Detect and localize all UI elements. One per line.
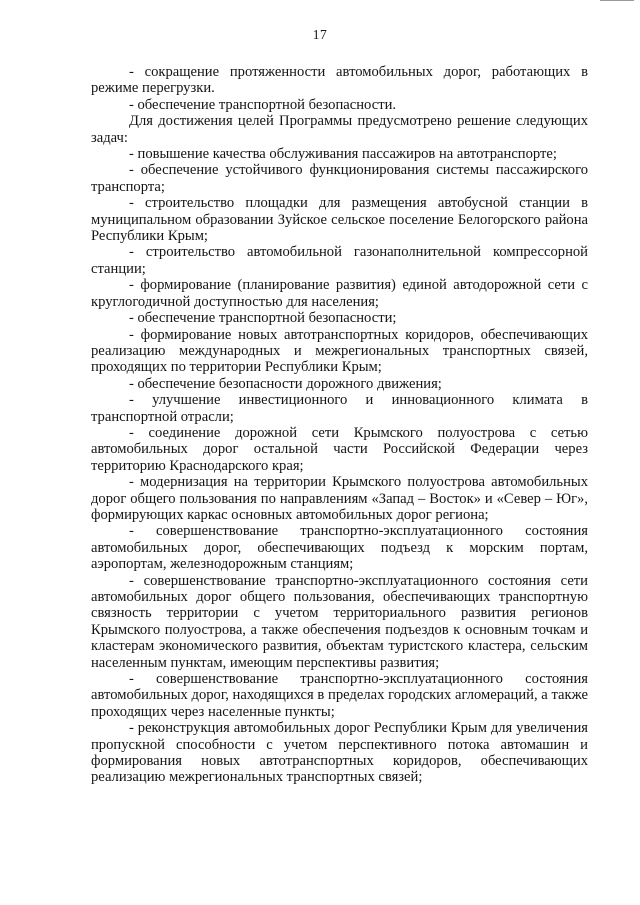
paragraph-gas-station-construction: - строительство автомобильной газонаполнительной компрессорной станции; <box>91 244 588 277</box>
paragraph-tasks-intro: Для достижения целей Программы предусмотрено решение следующих задач: <box>91 113 588 146</box>
paragraph-road-network-planning: - формирование (планирование развития) единой автодорожной сети с круглогодичной доступностью для населения; <box>91 277 588 310</box>
paragraph-reduce-overloaded-roads: - сокращение протяженности автомобильных дорог, работающих в режиме перегрузки. <box>91 64 588 97</box>
corner-scan-mark <box>600 0 634 3</box>
paragraph-road-modernization: - модернизация на территории Крымского полуострова автомобильных дорог общего пользования по направлениям «Запад – Восток» и «Север – Юг», формирующих каркас основных автомобильных дорог региона; <box>91 474 588 523</box>
paragraph-transport-security-task: - обеспечение транспортной безопасности; <box>129 310 397 327</box>
paragraph-network-connectivity: - совершенствование транспортно-эксплуатационного состояния сети автомобильных дорог общего пользования, обеспечивающих транспортную связность территории с учетом территориального развития регионов Крымского полуострова, а также обеспечения подъездов к основным точкам и кластерам экономического развития, объектам туристского кластера, сельским населенным пунктам, имеющим перспективы развития; <box>91 572 588 671</box>
page-number: 17 <box>312 27 328 42</box>
paragraph-road-safety: - обеспечение безопасности дорожного движения; <box>129 375 442 392</box>
paragraph-network-connection: - соединение дорожной сети Крымского полуострова с сетью автомобильных дорог остальной части Российской Федерации через территорию Краснодарского края; <box>91 424 588 474</box>
paragraph-road-reconstruction: - реконструкция автомобильных дорог Республики Крым для увеличения пропускной способности с учетом перспективного потока автомашин и формирования новых автотранспортных коридоров, обеспечивающих реализацию межрегиональных транспортных связей; <box>91 720 588 786</box>
paragraph-investment-climate: - улучшение инвестиционного и инновационного климата в транспортной отрасли; <box>91 392 588 425</box>
paragraph-bus-station-construction: - строительство площадки для размещения автобусной станции в муниципальном образовании Зуйское сельское поселение Белогорского района Республики Крым; <box>91 195 588 245</box>
paragraph-port-access-roads: - совершенствование транспортно-эксплуатационного состояния автомобильных дорог, обеспечивающих подъезд к морским портам, аэропортам, железнодорожным станциям; <box>91 523 588 573</box>
paragraph-new-corridors: - формирование новых автотранспортных коридоров, обеспечивающих реализацию международных и межрегиональных транспортных связей, проходящих по территории Республики Крым; <box>91 326 588 376</box>
paragraph-passenger-service: - повышение качества обслуживания пассажиров на автотранспорте; <box>129 146 557 163</box>
document-body <box>91 64 588 786</box>
paragraph-passenger-transport-system: - обеспечение устойчивого функционирования системы пассажирского транспорта; <box>91 162 588 195</box>
paragraph-urban-agglomeration-roads: - совершенствование транспортно-эксплуатационного состояния автомобильных дорог, находящихся в пределах городских агломераций, а также проходящих через населенные пункты; <box>91 671 588 720</box>
paragraph-transport-security-goal: - обеспечение транспортной безопасности. <box>129 96 397 113</box>
